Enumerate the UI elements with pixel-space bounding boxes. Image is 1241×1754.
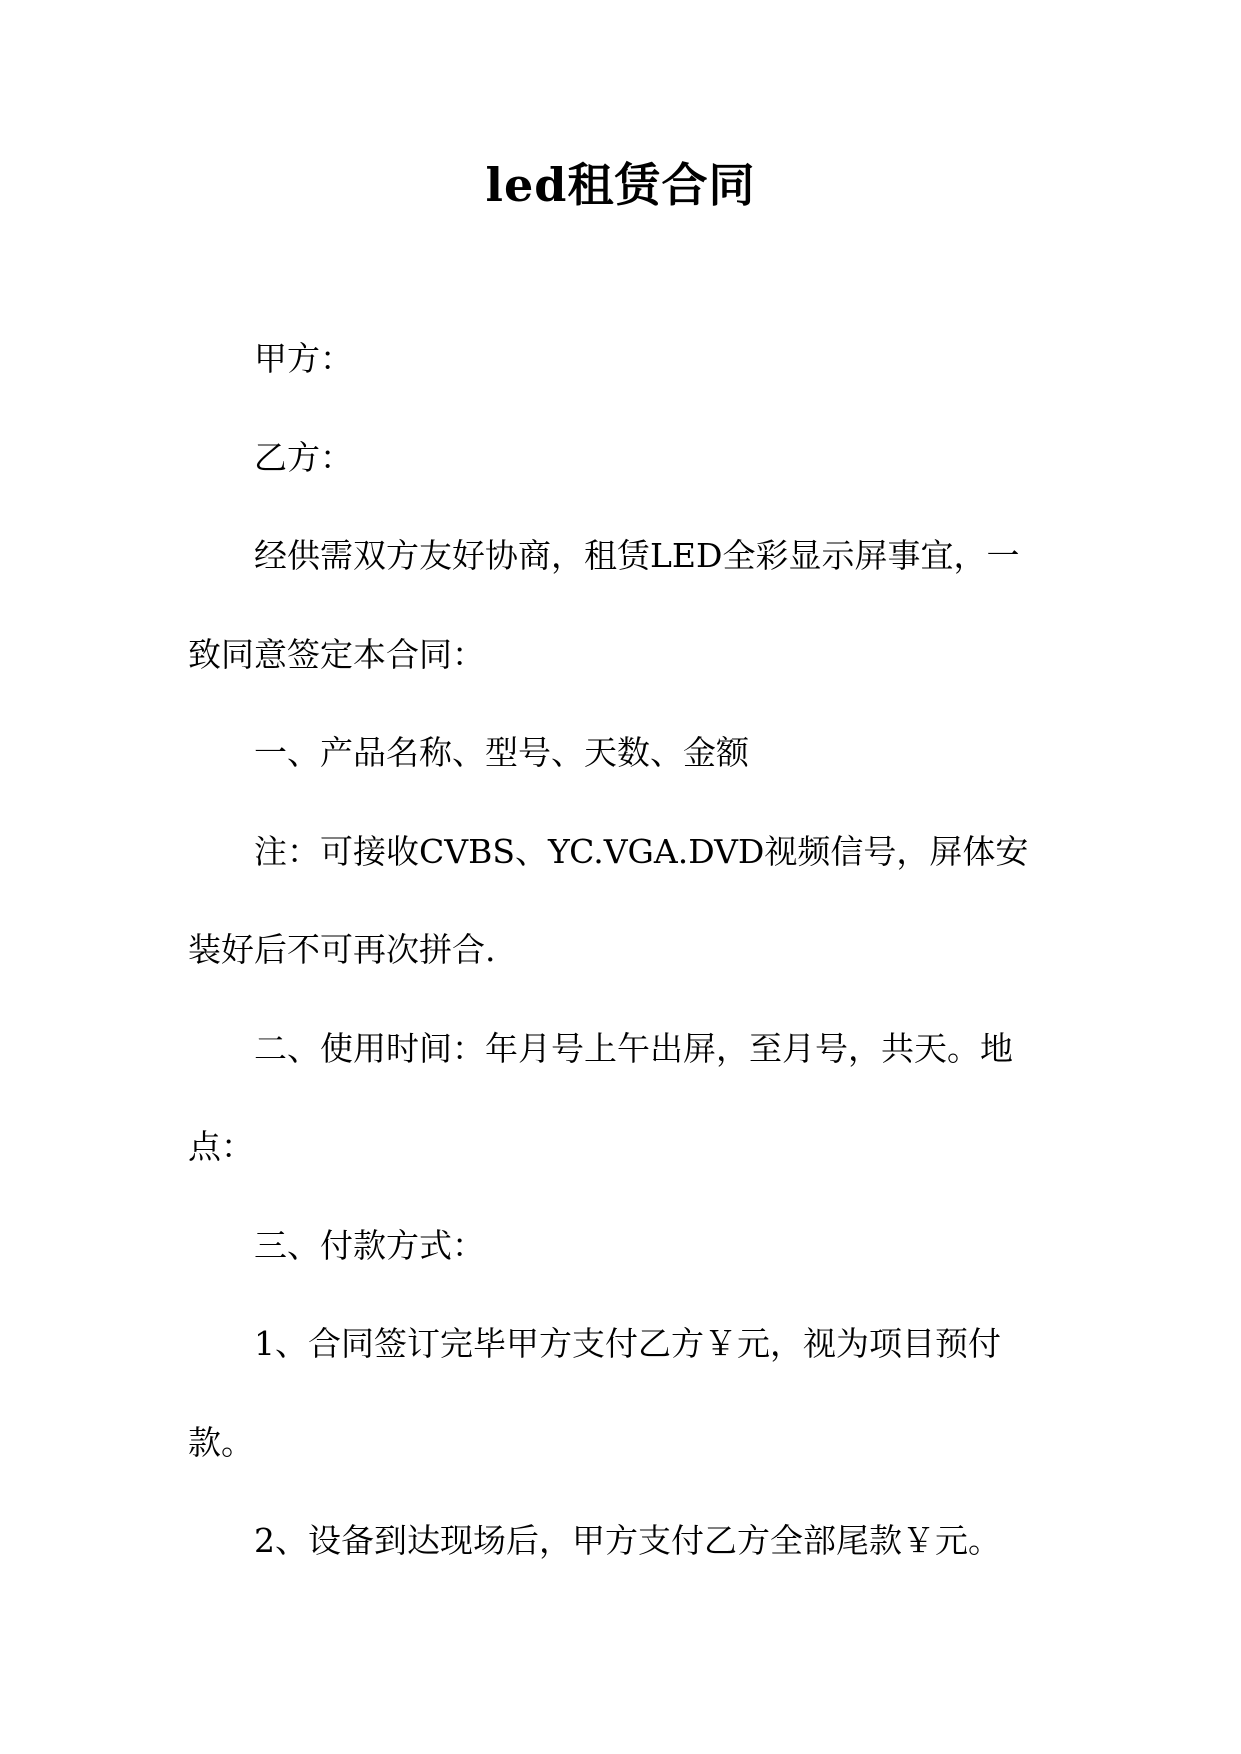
- document-body: [188, 310, 1048, 1591]
- section-three-heading: 三、付款方式：: [254, 1225, 485, 1265]
- section-two-paragraph: 二、使用时间：年月号上午出屏，至月号，共天。地点：: [188, 1028, 1013, 1166]
- payment-item-1: 1、合同签订完毕甲方支付乙方￥元，视为项目预付款。: [188, 1324, 1001, 1462]
- note-paragraph: 注：可接收CVBS、YC.VGA.DVD视频信号，屏体安装好后不可再次拼合.: [188, 831, 1029, 969]
- section-one-heading: 一、产品名称、型号、天数、金额: [254, 733, 749, 772]
- party-a-line: 甲方：: [254, 339, 353, 378]
- intro-paragraph: 经供需双方友好协商，租赁LED全彩显示屏事宜，一致同意签定本合同：: [188, 536, 1020, 674]
- document-title: led租赁合同: [485, 158, 756, 212]
- payment-item-2: 2、设备到达现场后，甲方支付乙方全部尾款￥元。: [254, 1521, 1001, 1560]
- party-b-line: 乙方：: [254, 437, 353, 477]
